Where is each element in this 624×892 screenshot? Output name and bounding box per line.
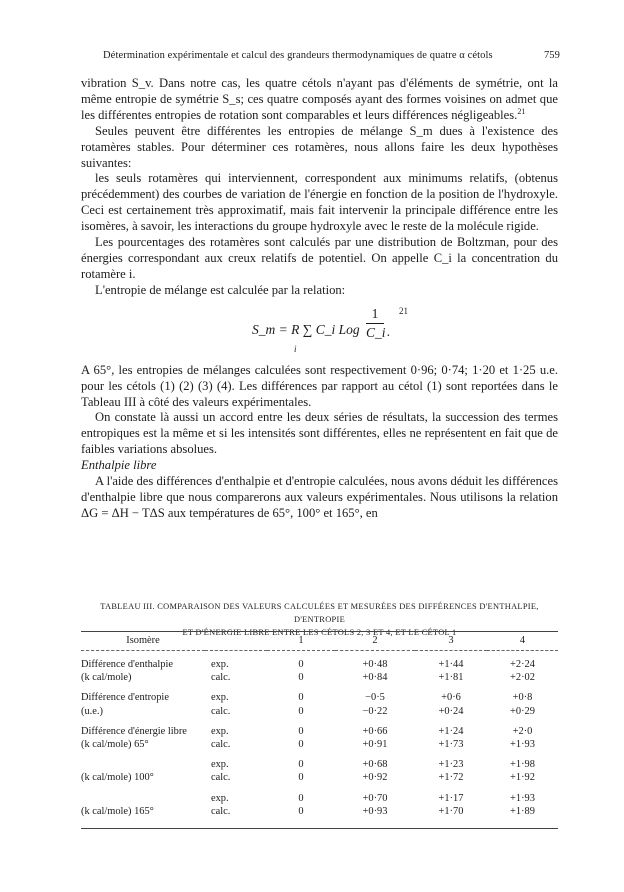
cell-cetol-3: +1·81	[438, 672, 464, 684]
table-row	[81, 684, 558, 704]
cell-cetol-4: +1·93	[510, 792, 535, 804]
row-label: (k cal/mole)	[81, 672, 132, 684]
table-caption-line-2: ET D'ÉNERGIE LIBRE ENTRE LES CÉTOLS 2, 3 ET 4, ET LE CÉTOL 1	[182, 628, 457, 637]
cell-cetol-2: +0·93	[362, 805, 388, 817]
row-type: exp.	[211, 692, 229, 704]
group-energie-libre-165	[81, 785, 558, 825]
row-type: calc.	[211, 805, 231, 817]
table-row	[81, 751, 558, 771]
row-label: Différence d'entropie	[81, 692, 169, 704]
cell-cetol-3: +1·70	[438, 805, 464, 817]
cell-cetol-1: 0	[298, 739, 304, 751]
header-isomere: Isomère	[126, 635, 160, 646]
cell-cetol-3: +1·17	[438, 792, 464, 804]
group-enthalpie	[81, 651, 558, 685]
cell-cetol-2: +0·91	[362, 739, 388, 751]
paragraph-4: Les pourcentages des rotamères sont calculés par une distribution de Boltzman, pour des énergies correspondant aux creux relatifs de potentiel. On appelle C_i la concentration du rotamère i.	[81, 235, 558, 281]
cell-cetol-1: 0	[298, 692, 304, 704]
cell-cetol-3: +1·23	[438, 759, 464, 771]
row-label: Différence d'énergie libre	[81, 725, 187, 737]
entropy-equation	[81, 302, 558, 362]
row-type: calc.	[211, 739, 231, 751]
cell-cetol-3: +0·6	[441, 692, 461, 704]
paragraph-2: Seules peuvent être différentes les entropies de mélange S_m dues à l'existence des rotamères stables. Pour déterminer ces rotamères, nous allons faire les deux hypothèses suivantes:	[81, 123, 558, 170]
cell-cetol-4: +1·89	[510, 805, 535, 817]
row-label	[81, 751, 205, 771]
row-type: exp.	[211, 759, 229, 771]
row-type: calc.	[211, 672, 231, 684]
cell-cetol-1: 0	[298, 672, 304, 684]
equation-reference: 21	[399, 305, 408, 316]
paragraph-1-text: vibration S_v. Dans notre cas, les quatre cétols n'ayant pas d'éléments de symétrie, ont la même entropie de symétrie S_s; ces quatre composés ayant des formes voisines on admet que les différentes entropies de rotation sont comparables et leurs différences négligeables.	[81, 76, 558, 122]
paragraph-6: A 65°, les entropies de mélanges calculées sont respectivement 0·96; 0·74; 1·20 et 1·25 u.e. pour les cétols (1) (2) (3) (4). Les différences par rapport au cétol (1) sont reportées dans le Tableau III à côté des valeurs expérimentales.	[81, 362, 558, 409]
cell-cetol-3: +1·24	[438, 725, 464, 737]
row-label: (k cal/mole) 100°	[81, 772, 154, 784]
cell-cetol-4: +0·29	[510, 705, 535, 717]
table-row	[81, 718, 558, 738]
equation-numerator: 1	[366, 305, 384, 324]
cell-cetol-2: +0·92	[362, 772, 388, 784]
equation-lhs: S_m = R ∑ C_i Log	[252, 321, 360, 337]
cell-cetol-2: −0·5	[365, 692, 385, 704]
cell-cetol-4: +1·93	[510, 739, 535, 751]
row-label	[81, 785, 205, 805]
cell-cetol-2: +0·48	[362, 659, 388, 670]
cell-cetol-2: −0·22	[362, 705, 388, 717]
cell-cetol-1: 0	[298, 772, 304, 784]
table-header-row	[81, 632, 558, 651]
paragraph-7: On constate là aussi un accord entre les deux séries de résultats, la succession des termes entropiques est la même et si les intensités sont différentes, elles ne représentent en fait que de faibles variations absolues.	[81, 410, 558, 457]
running-title: Détermination expérimentale et calcul des grandeurs thermodynamiques de quatre α cétols	[103, 50, 493, 61]
row-type: calc.	[211, 705, 231, 717]
row-label: (k cal/mole) 65°	[81, 739, 149, 751]
cell-cetol-1: 0	[298, 659, 304, 670]
header-cetol-1: 1	[298, 635, 304, 646]
group-energie-libre-65	[81, 718, 558, 751]
header-cetol-2: 2	[372, 635, 378, 646]
cell-cetol-2: +0·70	[362, 792, 388, 804]
row-label: Différence d'enthalpie	[81, 659, 173, 670]
table-row	[81, 651, 558, 672]
cell-cetol-4: +2·0	[512, 725, 533, 737]
paragraph-8: A l'aide des différences d'enthalpie et d'entropie calculées, nous avons déduit les différences d'enthalpie libre que nous comparerons aux valeurs expérimentales. Nous utilisons la relation ΔG = ΔH − TΔS aux températures de 65°, 100° et 165°, en	[81, 474, 558, 520]
cell-cetol-1: 0	[298, 725, 304, 737]
paragraph-5: L'entropie de mélange est calculée par la relation:	[95, 282, 346, 297]
cell-cetol-4: +2·24	[510, 659, 535, 670]
cell-cetol-4: +1·98	[510, 759, 535, 771]
reference-21: 21	[517, 106, 526, 116]
group-entropie	[81, 684, 558, 717]
page-number: 759	[543, 50, 560, 61]
table-row	[81, 771, 558, 784]
row-type: exp.	[211, 659, 229, 670]
cell-cetol-3: +0·24	[438, 705, 464, 717]
sum-index: i	[294, 343, 297, 354]
cell-cetol-1: 0	[298, 792, 304, 804]
equation-denominator: C_i	[366, 324, 386, 340]
table-caption-line-1: TABLEAU III. COMPARAISON DES VALEURS CALCULÉES ET MESURÉES DES DIFFÉRENCES D'ENTHALPIE, D'ENTROPIE	[100, 602, 539, 624]
table-row	[81, 671, 558, 684]
cell-cetol-4: +2·02	[510, 672, 535, 684]
cell-cetol-2: +0·68	[362, 759, 388, 771]
cell-cetol-4: +1·92	[510, 772, 535, 784]
row-type: calc.	[211, 772, 231, 784]
equation-fraction	[366, 305, 384, 342]
paragraph-1	[81, 76, 558, 124]
row-label: (u.e.)	[81, 705, 103, 717]
table-row	[81, 738, 558, 751]
row-type: exp.	[211, 725, 229, 737]
row-label: (k cal/mole) 165°	[81, 805, 154, 817]
paragraph-3: les seuls rotamères qui interviennent, correspondent aux minimums relatifs, (obtenus précédemment) des courbes de variation de l'énergie en fonction de la position de l'hydroxyle. Ceci est certainement très approximatif, mais fait intervenir la principale différence entre les isomères, à savoir, les interactions du groupe hydroxyle avec le reste de la molécule rigide.	[81, 171, 558, 234]
header-type	[205, 632, 267, 651]
row-type: exp.	[211, 792, 229, 804]
body-text	[81, 76, 558, 522]
cell-cetol-2: +0·66	[362, 725, 388, 737]
table-row	[81, 785, 558, 805]
section-title-enthalpie-libre: Enthalpie libre	[81, 458, 157, 473]
cell-cetol-3: +1·44	[438, 659, 464, 670]
table-bottom-rule	[81, 828, 558, 829]
header-cetol-3: 3	[448, 635, 454, 646]
cell-cetol-3: +1·72	[438, 772, 464, 784]
table-row	[81, 805, 558, 825]
header-cetol-4: 4	[519, 635, 526, 646]
comparison-table	[81, 631, 558, 825]
cell-cetol-2: +0·84	[362, 672, 388, 684]
cell-cetol-1: 0	[298, 759, 304, 771]
table-row	[81, 705, 558, 718]
cell-cetol-1: 0	[298, 805, 304, 817]
cell-cetol-4: +0·8	[512, 692, 533, 704]
group-energie-libre-100	[81, 751, 558, 784]
cell-cetol-1: 0	[298, 705, 304, 717]
cell-cetol-3: +1·73	[438, 739, 464, 751]
equation-tail: .	[387, 323, 391, 339]
